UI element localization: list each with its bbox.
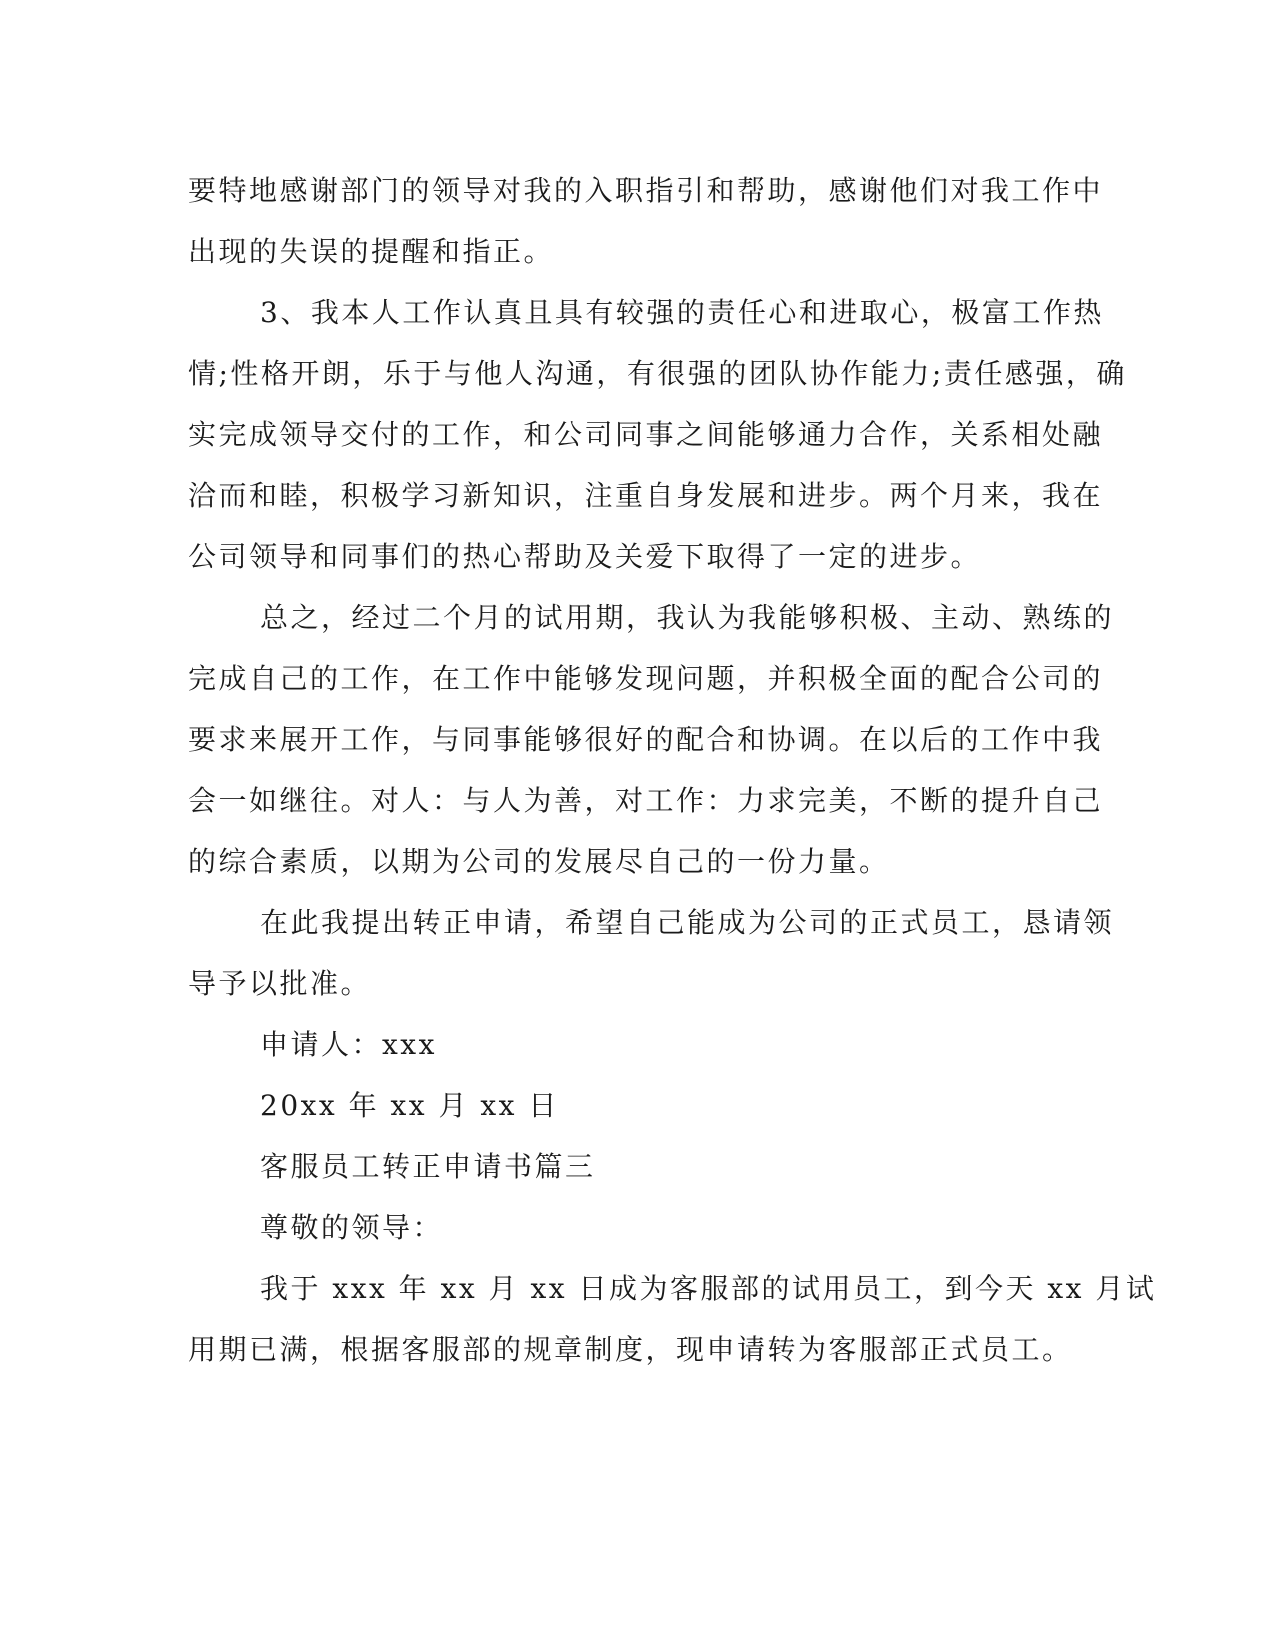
body-line: 出现的失误的提醒和指正。: [188, 235, 555, 268]
body-line: 总之，经过二个月的试用期，我认为我能够积极、主动、熟练的: [260, 601, 1115, 634]
body-line: 用期已满，根据客服部的规章制度，现申请转为客服部正式员工。: [188, 1333, 1073, 1366]
body-line: 要求来展开工作，与同事能够很好的配合和协调。在以后的工作中我: [188, 723, 1104, 756]
body-line: 3、我本人工作认真且具有较强的责任心和进取心，极富工作热: [260, 296, 1104, 329]
body-line: 导予以批准。: [188, 967, 372, 1000]
body-line: 实完成领导交付的工作，和公司同事之间能够通力合作，关系相处融: [188, 418, 1104, 451]
body-line: 在此我提出转正申请，希望自己能成为公司的正式员工，恳请领: [260, 906, 1115, 939]
body-line: 的综合素质，以期为公司的发展尽自己的一份力量。: [188, 845, 890, 878]
document-body: [188, 160, 1157, 1380]
body-line: 我于 xxx 年 xx 月 xx 日成为客服部的试用员工，到今天 xx 月试: [260, 1272, 1157, 1305]
date-line: 20xx 年 xx 月 xx 日: [260, 1089, 559, 1122]
body-line: 完成自己的工作，在工作中能够发现问题，并积极全面的配合公司的: [188, 662, 1104, 695]
body-line: 洽而和睦，积极学习新知识，注重自身发展和进步。两个月来，我在: [188, 479, 1104, 512]
applicant-line: 申请人：xxx: [260, 1028, 437, 1061]
body-line: 公司领导和同事们的热心帮助及关爱下取得了一定的进步。: [188, 540, 982, 573]
body-line: 会一如继往。对人：与人为善，对工作：力求完美，不断的提升自己: [188, 784, 1104, 817]
body-line: 要特地感谢部门的领导对我的入职指引和帮助，感谢他们对我工作中: [188, 174, 1104, 207]
salutation: 尊敬的领导：: [260, 1211, 444, 1244]
section-title: 客服员工转正申请书篇三: [260, 1150, 596, 1183]
body-line: 情;性格开朗，乐于与他人沟通，有很强的团队协作能力;责任感强，确: [188, 357, 1127, 390]
